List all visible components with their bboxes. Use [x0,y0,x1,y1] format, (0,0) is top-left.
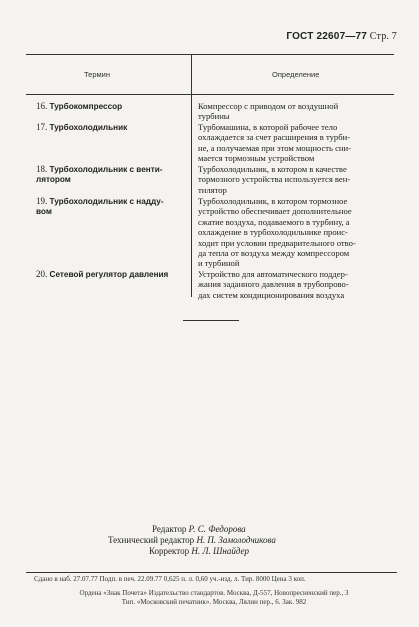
definition-line: тормозного устройства используется вен- [198,174,351,185]
term-cell [36,164,186,185]
definition-line: Компрессор с приводом от воздушной [198,101,339,111]
imprint-publisher [30,589,398,607]
definition-line: Турбохолодильник, в котором тормозное [198,196,348,206]
definition-line: Турбомашина, в которой рабочее тело [198,122,338,132]
definition-line: охлаждение в турбохолодильнике проис- [198,227,348,238]
definition-cell [198,101,394,122]
page-number: Стр. 7 [369,31,397,42]
term-label: Турбохолодильник с надду- вом [36,197,164,216]
credit-editor [100,524,276,535]
definition-line: не, а получаемая при этом мощность сни- [198,142,351,153]
table-column-divider [191,54,192,297]
credit-label: Технический редактор [108,535,195,545]
credit-tech-editor [100,535,276,546]
term-cell [36,101,186,112]
standard-number: ГОСТ 22607—77 [286,31,368,42]
term-number: 19. [36,196,48,206]
term-cell [36,196,186,217]
credit-label: Редактор [152,524,187,534]
column-header-term: Термин [84,70,110,79]
table-header-border [26,94,394,95]
imprint-line-printer: Тип. «Московский печатник». Москва, Лялин пер., 6. Зак. 982 [121,597,307,606]
definition-line: устройство обеспечивает дополнительное [198,206,352,217]
definition-cell [198,164,394,195]
term-label: Турбокомпрессор [49,102,123,111]
credit-name: Н. П. Замолодчикова [196,535,276,545]
credits-block [100,524,276,557]
term-label: Сетевой регулятор давления [49,270,169,279]
column-header-definition: Определение [272,70,320,79]
term-number: 16. [36,101,48,111]
terms-table [26,54,394,300]
definition-cell [198,122,394,164]
credit-name: Р. С. Федорова [188,524,246,534]
definition-line: сжатие воздуха, подаваемого в турбину, а [198,216,350,227]
definition-line: Устройство для автоматического поддер- [198,269,348,279]
definition-line: Турбохолодильник, в котором в качестве [198,164,347,174]
credit-label: Корректор [149,546,190,556]
table-top-border [26,54,394,55]
term-number: 17. [36,122,48,132]
section-separator [183,320,239,321]
term-cell [36,122,186,133]
definition-line: охлаждается за счет расширения в турби- [198,132,351,143]
definition-line: дах систем кондиционирования воздуха [198,289,345,300]
page-header [286,31,397,42]
definition-line: жания заданного давления в трубопрово- [198,279,349,290]
definition-line: турбины [198,111,230,122]
definition-cell [198,196,394,269]
imprint-line-publisher: Ордена «Знак Почета» Издательство стандартов. Москва, Д-557, Новопресненский пер., 3 [79,589,349,597]
definition-line: тилятор [198,184,227,195]
term-number: 18. [36,164,48,174]
definition-line: ходит при условии предварительного отво- [198,237,356,248]
term-label: Турбохолодильник с венти- лятором [36,165,163,184]
definition-cell [198,269,394,300]
definition-line: и турбиной [198,258,240,269]
credit-name: Н. Л. Шнайдер [191,546,249,556]
definition-line: да тепла от воздуха между компрессором [198,248,350,259]
credit-corrector [100,546,276,557]
definition-line: мается тормозным устройством [198,153,315,164]
term-cell [36,269,186,280]
term-label: Турбохолодильник [49,123,128,132]
imprint-divider [26,572,397,573]
imprint-line-print-data: Сдано в наб. 27.07.77 Подп. в печ. 22.09.77 0,625 п. л. 0,60 уч.-изд. л. Тир. 8000 Цена 3 коп. [34,575,306,583]
term-number: 20. [36,269,48,279]
